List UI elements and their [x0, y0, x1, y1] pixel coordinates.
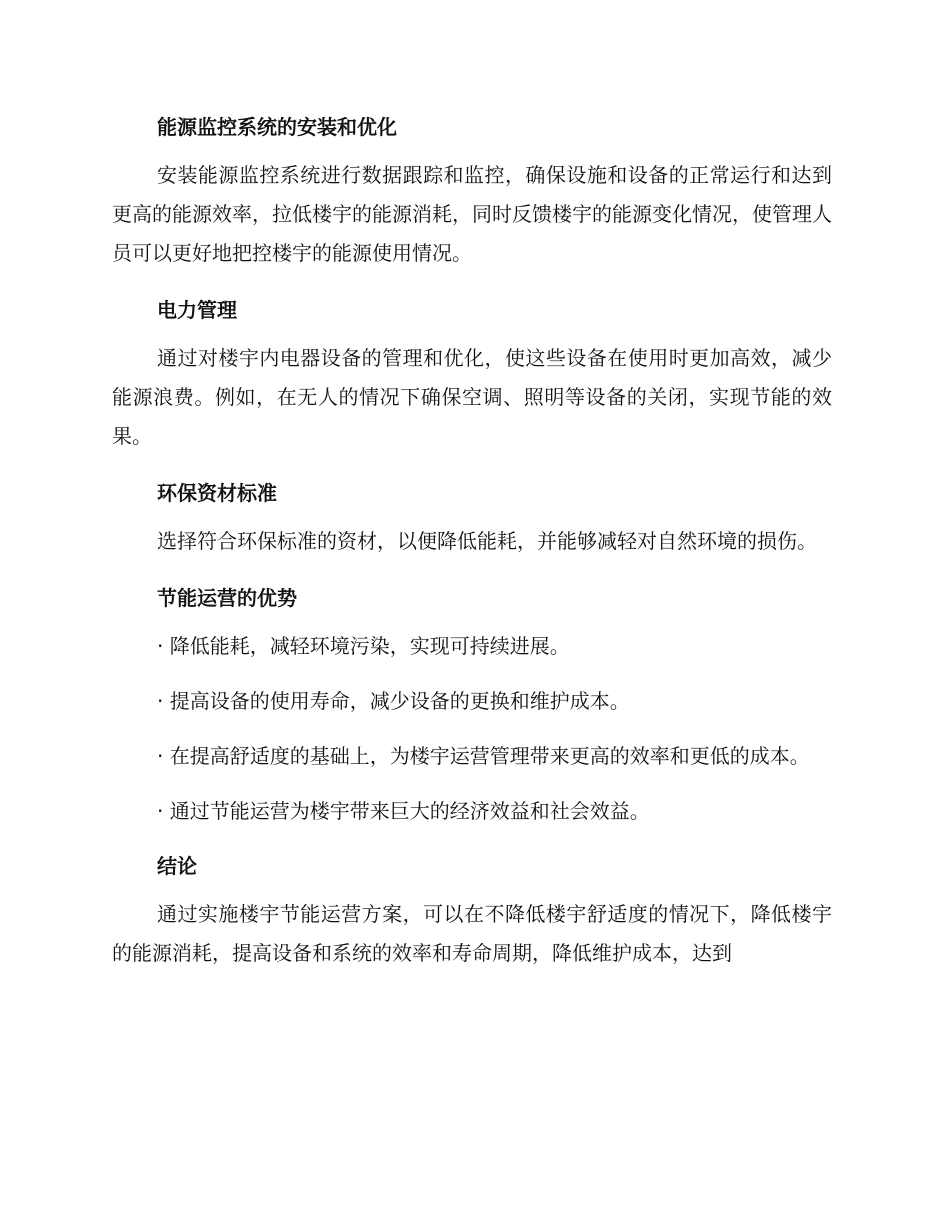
- section-body-power-management: 通过对楼宇内电器设备的管理和优化，使这些设备在使用时更加高效，减少能源浪费。例如，在无人的情况下确保空调、照明等设备的关闭，实现节能的效果。: [112, 346, 832, 448]
- section-heading-conclusion: 结论: [157, 854, 197, 878]
- section-heading-power-management: 电力管理: [157, 298, 237, 322]
- document-page: [112, 108, 832, 991]
- advantage-bullet-1: · 降低能耗，减轻环境污染，实现可持续进展。: [157, 634, 570, 658]
- section-body-energy-monitoring: 安装能源监控系统进行数据跟踪和监控，确保设施和设备的正常运行和达到更高的能源效率，拉低楼宇的能源消耗，同时反馈楼宇的能源变化情况，使管理人员可以更好地把控楼宇的能源使用情况。: [112, 163, 832, 265]
- advantage-bullet-4: · 通过节能运营为楼宇带来巨大的经济效益和社会效益。: [157, 799, 650, 823]
- advantage-bullet-2: · 提高设备的使用寿命，减少设备的更换和维护成本。: [157, 689, 630, 713]
- section-heading-advantages: 节能运营的优势: [157, 586, 297, 610]
- advantage-bullet-3: · 在提高舒适度的基础上，为楼宇运营管理带来更高的效率和更低的成本。: [157, 744, 810, 768]
- section-heading-eco-materials: 环保资材标准: [157, 481, 277, 505]
- section-heading-energy-monitoring: 能源监控系统的安装和优化: [157, 115, 397, 139]
- section-body-eco-materials: 选择符合环保标准的资材，以便降低能耗，并能够减轻对自然环境的损伤。: [157, 529, 817, 553]
- section-body-conclusion: 通过实施楼宇节能运营方案，可以在不降低楼宇舒适度的情况下，降低楼宇的能源消耗，提高设备和系统的效率和寿命周期，降低维护成本，达到: [112, 902, 832, 965]
